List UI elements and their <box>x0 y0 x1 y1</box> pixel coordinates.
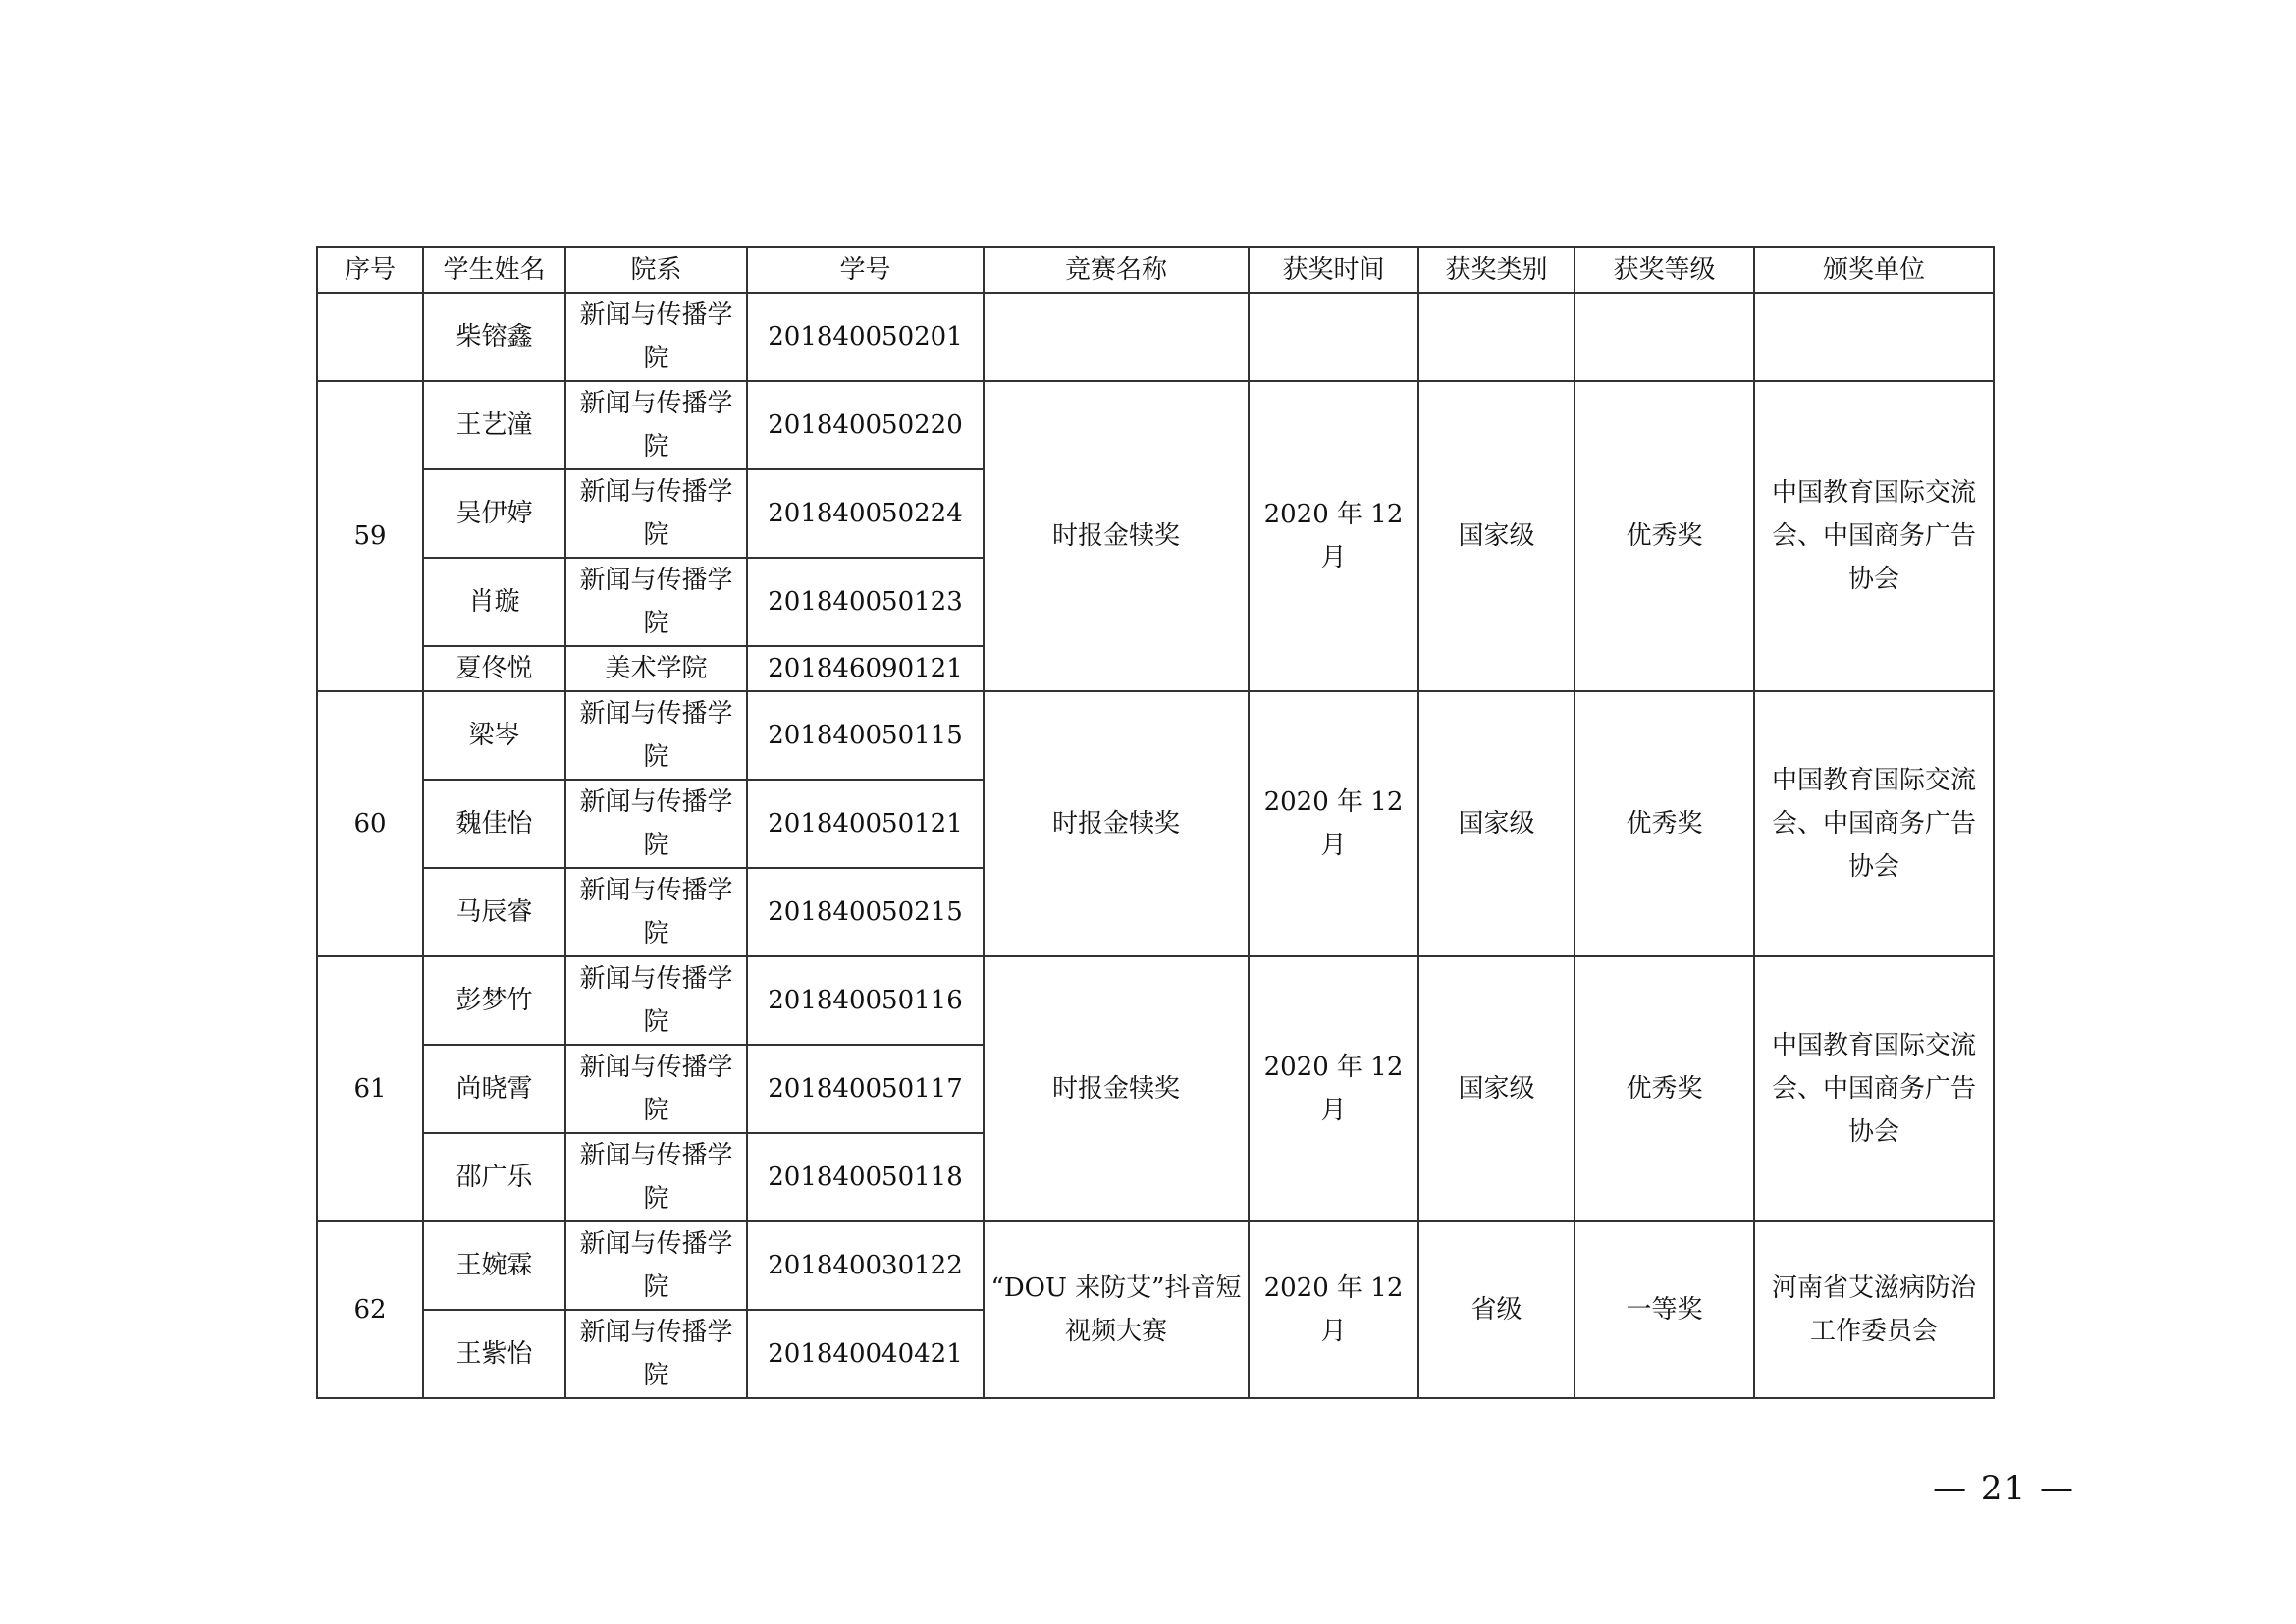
department-cell: 新闻与传播学院 <box>565 1133 747 1221</box>
department-cell: 新闻与传播学院 <box>565 868 747 956</box>
student-name-cell: 吴伊婷 <box>423 469 565 558</box>
student-id-cell: 201840050117 <box>747 1045 984 1133</box>
award-category-cell <box>1418 293 1575 381</box>
department-cell: 新闻与传播学院 <box>565 381 747 469</box>
award-time-cell: 2020 年 12 月 <box>1249 691 1418 956</box>
issuer-cell: 中国教育国际交流会、中国商务广告协会 <box>1754 956 1994 1221</box>
student-name-cell: 夏佟悦 <box>423 646 565 691</box>
table-row <box>317 1221 1994 1310</box>
header-competition: 竞赛名称 <box>984 247 1249 293</box>
issuer-cell: 中国教育国际交流会、中国商务广告协会 <box>1754 691 1994 956</box>
department-cell: 新闻与传播学院 <box>565 780 747 868</box>
award-level-cell: 一等奖 <box>1575 1221 1754 1398</box>
award-level-cell: 优秀奖 <box>1575 691 1754 956</box>
student-id-cell: 201840050116 <box>747 956 984 1045</box>
department-cell: 新闻与传播学院 <box>565 691 747 780</box>
department-cell: 新闻与传播学院 <box>565 469 747 558</box>
seq-cell: 59 <box>317 381 423 691</box>
seq-cell <box>317 293 423 381</box>
issuer-cell <box>1754 293 1994 381</box>
award-time-cell: 2020 年 12 月 <box>1249 956 1418 1221</box>
table-row <box>317 293 1994 381</box>
award-category-cell: 国家级 <box>1418 381 1575 691</box>
header-student-name: 学生姓名 <box>423 247 565 293</box>
seq-cell: 60 <box>317 691 423 956</box>
student-id-cell: 201840030122 <box>747 1221 984 1310</box>
award-category-cell: 国家级 <box>1418 956 1575 1221</box>
issuer-cell: 河南省艾滋病防治工作委员会 <box>1754 1221 1994 1398</box>
department-cell: 新闻与传播学院 <box>565 293 747 381</box>
award-level-cell <box>1575 293 1754 381</box>
table-row <box>317 956 1994 1045</box>
student-id-cell: 201840050115 <box>747 691 984 780</box>
award-table <box>316 246 1995 1399</box>
student-name-cell: 尚晓霄 <box>423 1045 565 1133</box>
award-level-cell: 优秀奖 <box>1575 381 1754 691</box>
header-seq: 序号 <box>317 247 423 293</box>
competition-cell: 时报金犊奖 <box>984 381 1249 691</box>
competition-cell <box>984 293 1249 381</box>
award-category-cell: 国家级 <box>1418 691 1575 956</box>
department-cell: 美术学院 <box>565 646 747 691</box>
student-id-cell: 201840050118 <box>747 1133 984 1221</box>
student-name-cell: 梁岑 <box>423 691 565 780</box>
competition-cell: “DOU 来防艾”抖音短视频大赛 <box>984 1221 1249 1398</box>
award-time-cell: 2020 年 12 月 <box>1249 1221 1418 1398</box>
student-id-cell: 201840050121 <box>747 780 984 868</box>
student-name-cell: 王婉霖 <box>423 1221 565 1310</box>
student-name-cell: 王艺潼 <box>423 381 565 469</box>
header-issuer: 颁奖单位 <box>1754 247 1994 293</box>
department-cell: 新闻与传播学院 <box>565 956 747 1045</box>
student-id-cell: 201840050220 <box>747 381 984 469</box>
header-award-time: 获奖时间 <box>1249 247 1418 293</box>
student-id-cell: 201840050201 <box>747 293 984 381</box>
header-student-id: 学号 <box>747 247 984 293</box>
award-category-cell: 省级 <box>1418 1221 1575 1398</box>
department-cell: 新闻与传播学院 <box>565 1221 747 1310</box>
page-number: — 21 — <box>1933 1469 2075 1508</box>
competition-cell: 时报金犊奖 <box>984 691 1249 956</box>
header-award-level: 获奖等级 <box>1575 247 1754 293</box>
student-name-cell: 肖璇 <box>423 558 565 646</box>
student-id-cell: 201840050215 <box>747 868 984 956</box>
table-header-row <box>317 247 1994 293</box>
student-name-cell: 邵广乐 <box>423 1133 565 1221</box>
department-cell: 新闻与传播学院 <box>565 1045 747 1133</box>
student-name-cell: 彭梦竹 <box>423 956 565 1045</box>
student-id-cell: 201846090121 <box>747 646 984 691</box>
department-cell: 新闻与传播学院 <box>565 1310 747 1398</box>
student-id-cell: 201840050224 <box>747 469 984 558</box>
table-body <box>317 293 1994 1398</box>
student-name-cell: 魏佳怡 <box>423 780 565 868</box>
student-id-cell: 201840040421 <box>747 1310 984 1398</box>
student-name-cell: 王紫怡 <box>423 1310 565 1398</box>
award-time-cell <box>1249 293 1418 381</box>
competition-cell: 时报金犊奖 <box>984 956 1249 1221</box>
table-row <box>317 381 1994 469</box>
student-id-cell: 201840050123 <box>747 558 984 646</box>
header-award-category: 获奖类别 <box>1418 247 1575 293</box>
table-row <box>317 691 1994 780</box>
seq-cell: 62 <box>317 1221 423 1398</box>
seq-cell: 61 <box>317 956 423 1221</box>
award-level-cell: 优秀奖 <box>1575 956 1754 1221</box>
student-name-cell: 柴镕鑫 <box>423 293 565 381</box>
issuer-cell: 中国教育国际交流会、中国商务广告协会 <box>1754 381 1994 691</box>
department-cell: 新闻与传播学院 <box>565 558 747 646</box>
header-department: 院系 <box>565 247 747 293</box>
student-name-cell: 马辰睿 <box>423 868 565 956</box>
award-time-cell: 2020 年 12 月 <box>1249 381 1418 691</box>
